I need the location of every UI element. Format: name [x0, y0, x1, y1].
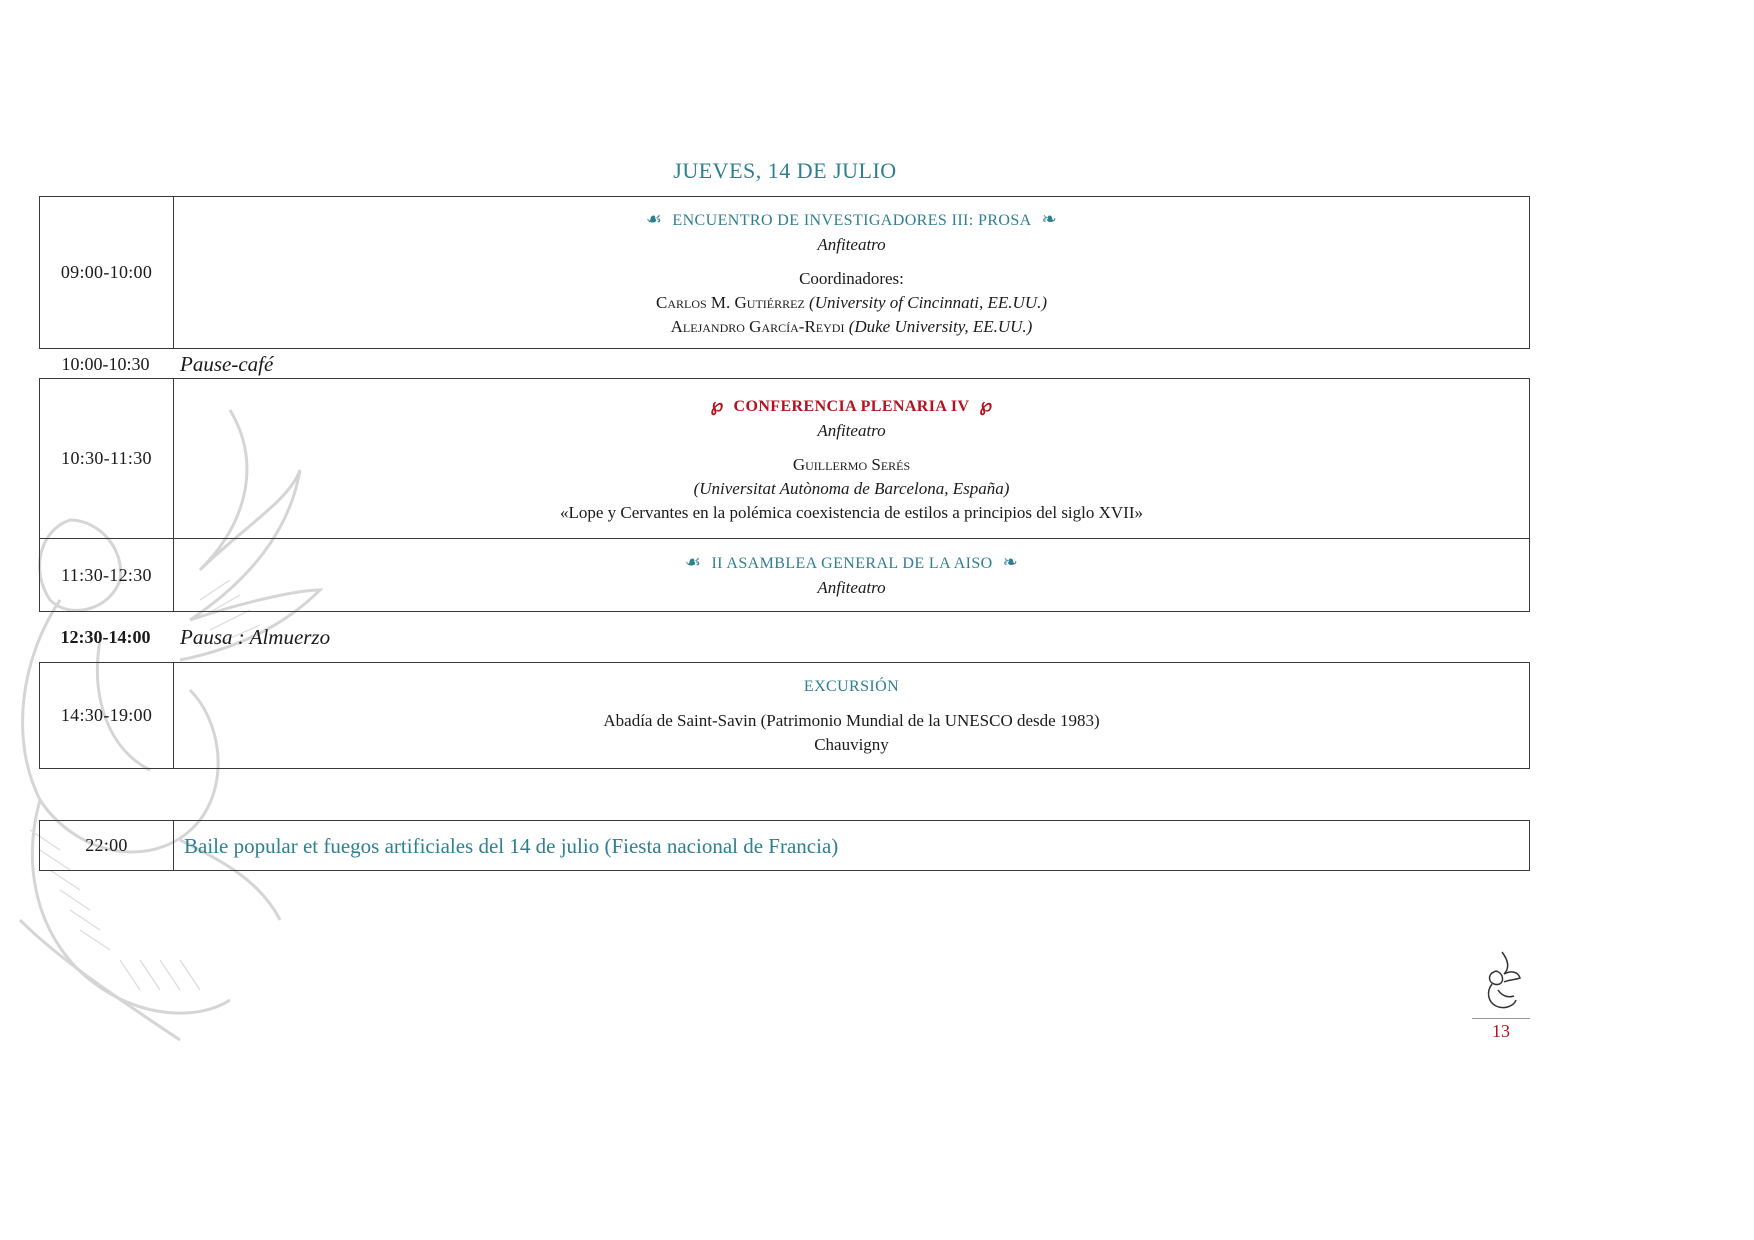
- session-title: CONFERENCIA PLENARIA IV: [733, 397, 970, 415]
- sphinx-emblem-icon: [1480, 950, 1524, 1010]
- session-heading: [701, 393, 1003, 419]
- session-heading: [636, 207, 1067, 233]
- session-block: [39, 820, 1530, 871]
- fleuron-right-icon: ❧: [1002, 552, 1019, 572]
- scroll-ornament-left-icon: ℘: [710, 394, 724, 415]
- session-time: 22:00: [40, 821, 174, 870]
- session-content: [174, 821, 1529, 870]
- session-content: [174, 663, 1529, 768]
- speaker-affiliation: (Universitat Autònoma de Barcelona, España): [693, 478, 1010, 498]
- fleuron-left-icon: ☙: [684, 552, 702, 572]
- session-title: EXCURSIÓN: [803, 677, 900, 695]
- coordinator-line: [671, 315, 1033, 339]
- session-location: Anfiteatro: [817, 234, 886, 254]
- break-time: 10:00-10:30: [61, 353, 150, 374]
- break-row: [39, 350, 1530, 378]
- coordinator-affiliation: (University of Cincinnati, EE.UU.): [809, 292, 1048, 312]
- break-label: Pause-café: [180, 351, 274, 376]
- break-label: Pausa : Almuerzo: [180, 624, 331, 649]
- session-title: ENCUENTRO DE INVESTIGADORES III: PROSA: [672, 211, 1032, 229]
- session-time: 09:00-10:00: [40, 197, 174, 348]
- page-number: 13: [1472, 1018, 1530, 1042]
- session-heading: [675, 550, 1028, 576]
- session-time: 11:30-12:30: [40, 539, 174, 611]
- session-time: 10:30-11:30: [40, 379, 174, 538]
- session-content: [174, 197, 1529, 348]
- fleuron-left-icon: ☙: [645, 208, 663, 229]
- session-time: 14:30-19:00: [40, 663, 174, 768]
- session-title: II ASAMBLEA GENERAL DE LA AISO: [711, 555, 993, 572]
- session-location: Anfiteatro: [817, 420, 886, 440]
- scroll-ornament-right-icon: ℘: [979, 394, 993, 415]
- coordinator-line: [656, 291, 1047, 315]
- speaker-name: Guillermo Serés: [792, 454, 911, 474]
- session-content: [174, 379, 1529, 538]
- coordinator-name: Carlos M. Gutiérrez: [655, 292, 805, 312]
- fleuron-right-icon: ❧: [1041, 208, 1058, 229]
- day-title: JUEVES, 14 DE JULIO: [673, 158, 897, 183]
- break-row: [39, 623, 1530, 651]
- session-location: Anfiteatro: [817, 578, 886, 597]
- event-title: Baile popular et fuegos artificiales del 14 de julio (Fiesta nacional de Francia): [184, 833, 839, 858]
- session-block: [39, 196, 1530, 349]
- coordinator-name: Alejandro García-Reydi: [670, 316, 845, 336]
- session-block: [39, 662, 1530, 769]
- coordinators-label: Coordinadores:: [799, 268, 904, 288]
- excursion-town: Chauvigny: [814, 734, 889, 754]
- break-time: 12:30-14:00: [60, 626, 151, 647]
- excursion-place: Abadía de Saint-Savin (Patrimonio Mundial de la UNESCO desde 1983): [603, 710, 1100, 730]
- talk-title: «Lope y Cervantes en la polémica coexistencia de estilos a principios del siglo XVII»: [559, 502, 1144, 522]
- session-block: [39, 538, 1530, 612]
- session-block: [39, 378, 1530, 539]
- coordinator-affiliation: (Duke University, EE.UU.): [848, 316, 1033, 336]
- session-content: [174, 539, 1529, 611]
